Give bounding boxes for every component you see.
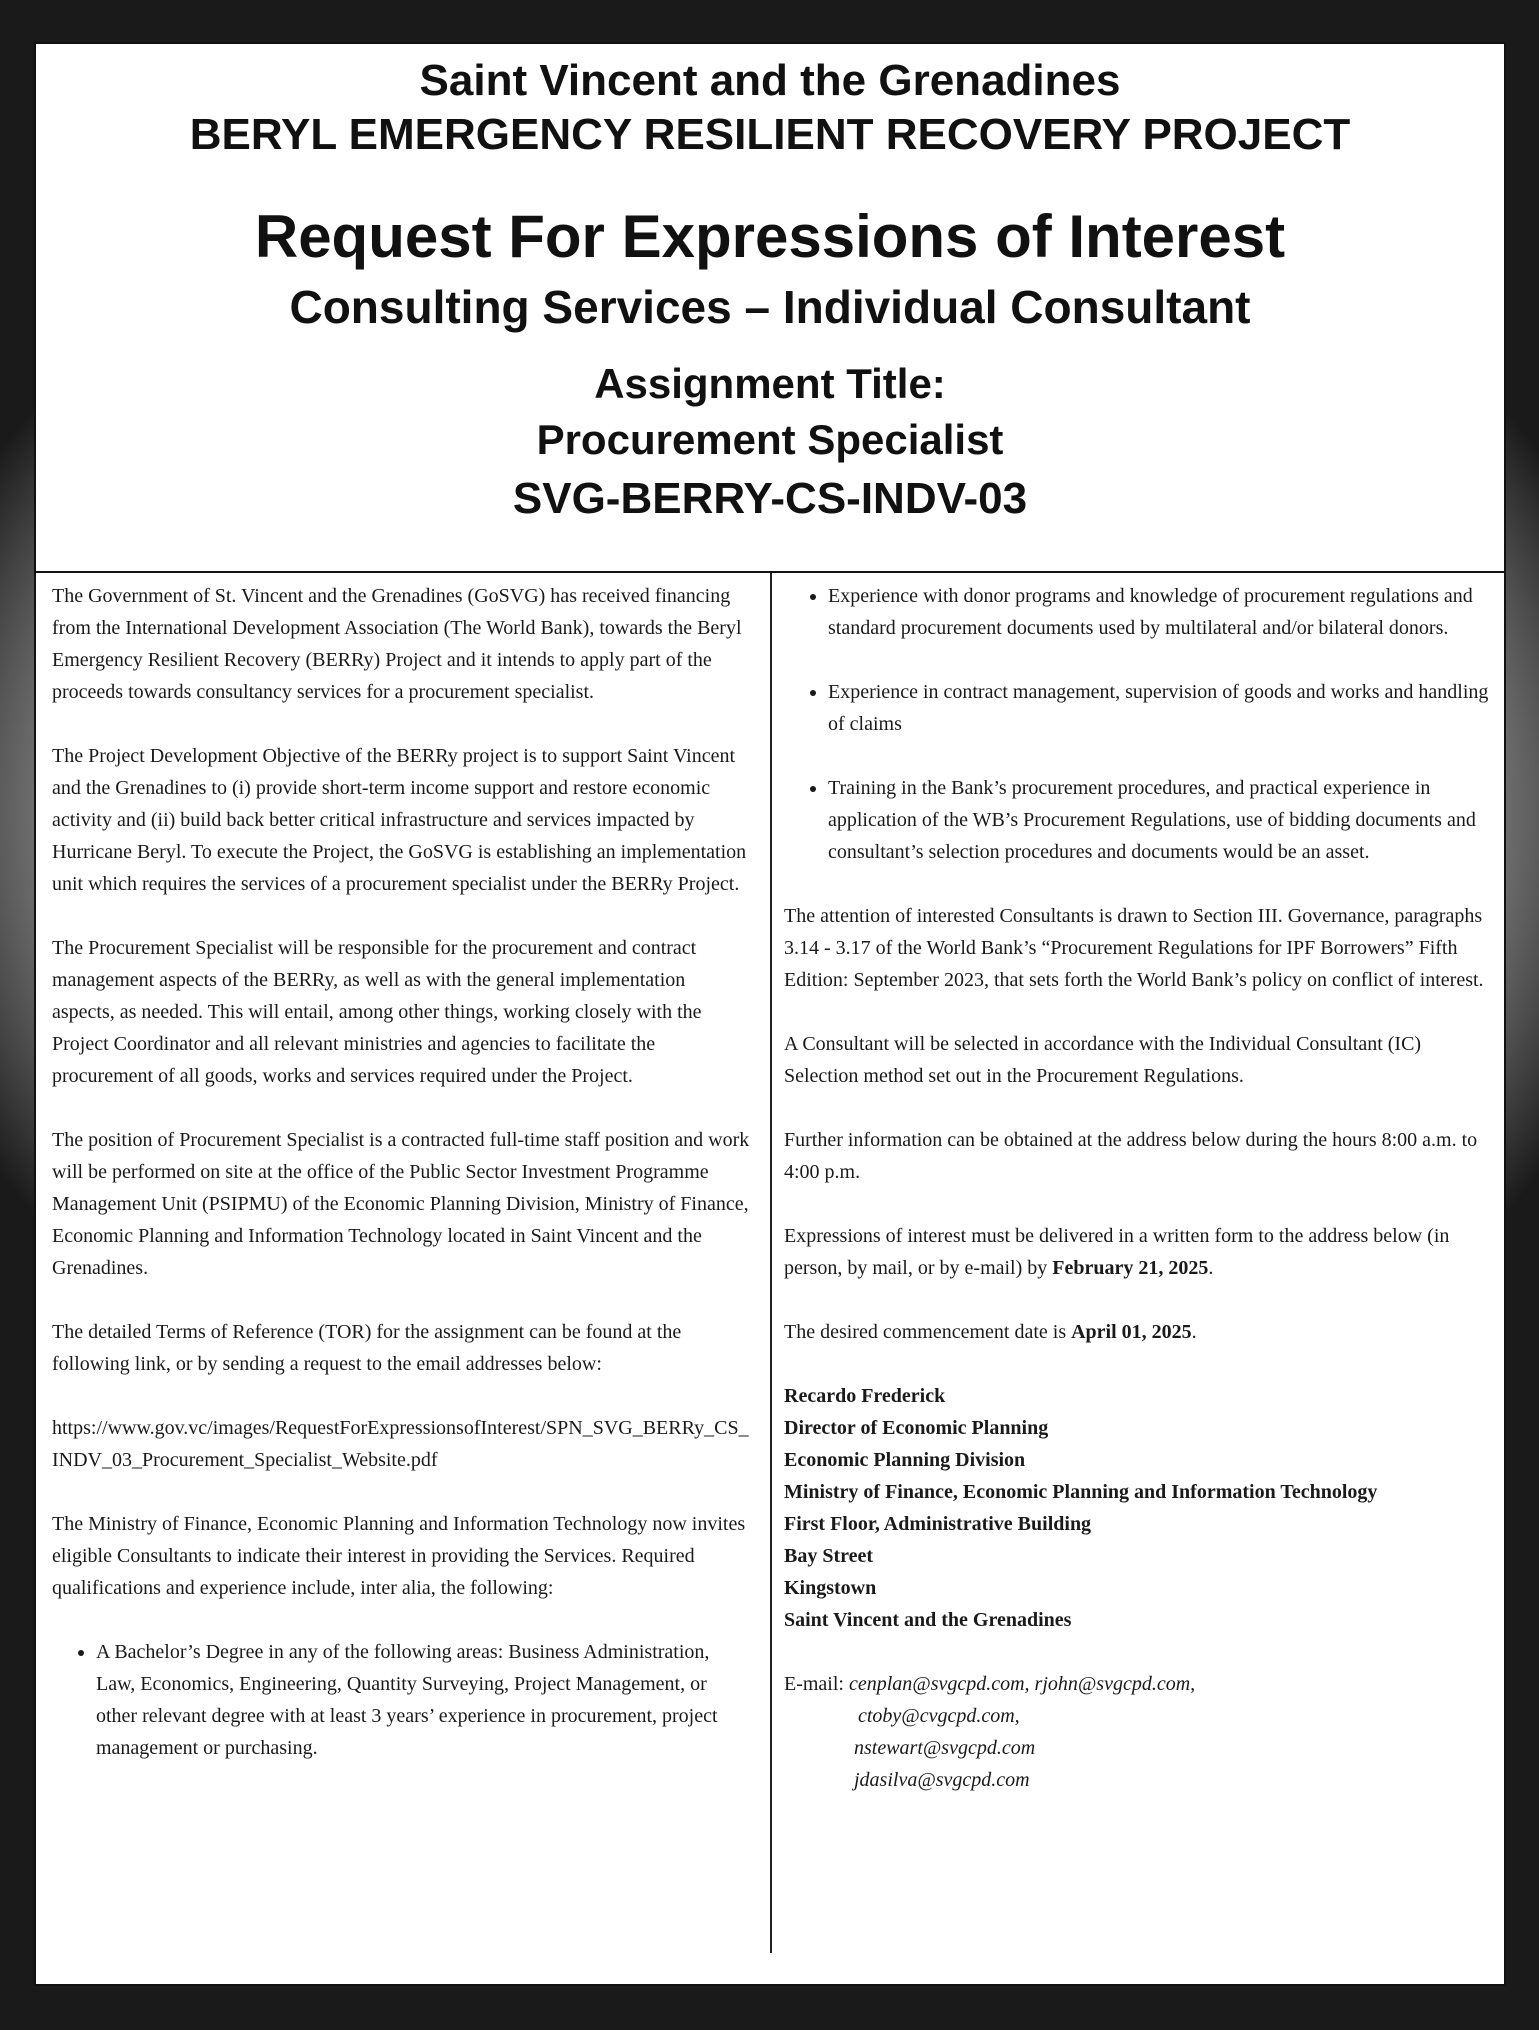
further-info-paragraph: Further information can be obtained at the address below during the hours 8:00 a.m. to 4:00 p.m. [784, 1129, 1478, 1183]
contact-address [784, 1380, 1496, 1636]
tor-link[interactable]: https://www.gov.vc/images/RequestForExpressionsofInterest/SPN_SVG_BERRy_CS_INDV_03_Procurement_Specialist_Website.pdf [52, 1417, 749, 1471]
responsibilities-paragraph: The Procurement Specialist will be responsible for the procurement and contract management aspects of the BERRy, as well as with the general implementation aspects, as needed. This will entail, among other things, working closely with the Project Coordinator and all relevant ministries and agencies to facilitate the procurement of all goods, works and services required under the Project. [52, 937, 702, 1087]
country-heading: Saint Vincent and the Grenadines [419, 56, 1121, 105]
conflict-of-interest-paragraph: The attention of interested Consultants is drawn to Section III. Governance, paragraphs 3.14 - 3.17 of the World Bank’s “Procurement Regulations for IPF Borrowers” Fifth Edition: September 2023, that sets forth the World Bank’s policy on conflict of interest. [784, 905, 1484, 991]
qualifications-list-continued [784, 580, 1496, 868]
list-item: • Experience with donor programs and knowledge of procurement regulations and standard procurement documents used by multilateral and/or bilateral donors. [828, 580, 1496, 644]
tor-paragraph: The detailed Terms of Reference (TOR) for the assignment can be found at the following link, or by sending a request to the email addresses below: [52, 1321, 682, 1375]
list-item: • Experience in contract management, supervision of goods and works and handling of claims [828, 676, 1496, 740]
position-paragraph: The position of Procurement Specialist is a contracted full-time staff position and work will be performed on site at the office of the Public Sector Investment Programme Management Unit (PSIPMU) of the Economic Planning Division, Ministry of Finance, Economic Planning and Information Technology located in Saint Vincent and the Grenadines. [52, 1129, 750, 1279]
contact-street: Bay Street [784, 1545, 874, 1567]
contact-country: Saint Vincent and the Grenadines [784, 1609, 1072, 1631]
contact-division: Economic Planning Division [784, 1449, 1026, 1471]
project-heading: BERYL EMERGENCY RESILIENT RECOVERY PROJECT [189, 110, 1351, 159]
email-label: E-mail: [784, 1673, 849, 1695]
email-link[interactable]: nstewart@svgcpd.com [854, 1737, 1036, 1759]
contact-position: Director of Economic Planning [784, 1417, 1049, 1439]
email-link[interactable]: ctoby@cvgcpd.com, [858, 1705, 1020, 1727]
email-link[interactable]: jdasilva@svgcpd.com [854, 1769, 1030, 1791]
deadline-date: February 21, 2025 [1052, 1257, 1209, 1279]
invitation-paragraph: The Ministry of Finance, Economic Planning and Information Technology now invites eligible Consultants to indicate their interest in providing the Services. Required qualifications and experience include, inter alia, the following: [52, 1513, 746, 1599]
contact-floor: First Floor, Administrative Building [784, 1513, 1092, 1535]
contact-ministry: Ministry of Finance, Economic Planning and Information Technology [784, 1481, 1378, 1503]
advertisement-page [34, 42, 1506, 1986]
right-column [784, 580, 1496, 1796]
left-column [52, 580, 752, 1796]
assignment-label: Assignment Title: [594, 360, 946, 407]
page-subtitle: Consulting Services – Individual Consultant [289, 281, 1251, 333]
contact-name: Recardo Frederick [784, 1385, 946, 1407]
header-section [36, 44, 1504, 573]
deadline-paragraph: Expressions of interest must be delivered in a written form to the address below (in person, by mail, or by e-mail) by February 21, 2025. [784, 1225, 1450, 1279]
email-link[interactable]: cenplan@svgcpd.com, rjohn@svgcpd.com, [848, 1673, 1196, 1695]
commencement-date: April 01, 2025 [1071, 1321, 1192, 1343]
list-item: • A Bachelor’s Degree in any of the following areas: Business Administration, Law, Economics, Engineering, Quantity Surveying, Project Management, or other relevant degree with at least 3 years’ experience in procurement, project management or purchasing. [96, 1636, 752, 1764]
assignment-name: Procurement Specialist [536, 416, 1004, 463]
assignment-reference: SVG-BERRY-CS-INDV-03 [512, 474, 1028, 523]
email-block [784, 1668, 1496, 1796]
intro-paragraph: The Government of St. Vincent and the Grenadines (GoSVG) has received financing from the International Development Association (The World Bank), towards the Beryl Emergency Resilient Recovery (BERRy) Project and it intends to apply part of the proceeds towards consultancy services for a procurement specialist. [52, 585, 742, 703]
qualifications-list [52, 1636, 752, 1764]
commencement-paragraph: The desired commencement date is April 01, 2025. [784, 1321, 1197, 1343]
page-title: Request For Expressions of Interest [254, 203, 1286, 270]
selection-method-paragraph: A Consultant will be selected in accordance with the Individual Consultant (IC) Selection method set out in the Procurement Regulations. [784, 1033, 1422, 1087]
column-divider [770, 573, 772, 1953]
contact-city: Kingstown [784, 1577, 877, 1599]
objective-paragraph: The Project Development Objective of the BERRy project is to support Saint Vincent and the Grenadines to (i) provide short-term income support and restore economic activity and (ii) build back better critical infrastructure and services impacted by Hurricane Beryl. To execute the Project, the GoSVG is establishing an implementation unit which requires the services of a procurement specialist under the BERRy Project. [52, 745, 747, 895]
list-item: • Training in the Bank’s procurement procedures, and practical experience in application of the WB’s Procurement Regulations, use of bidding documents and consultant’s selection procedures and documents would be an asset. [828, 772, 1496, 868]
